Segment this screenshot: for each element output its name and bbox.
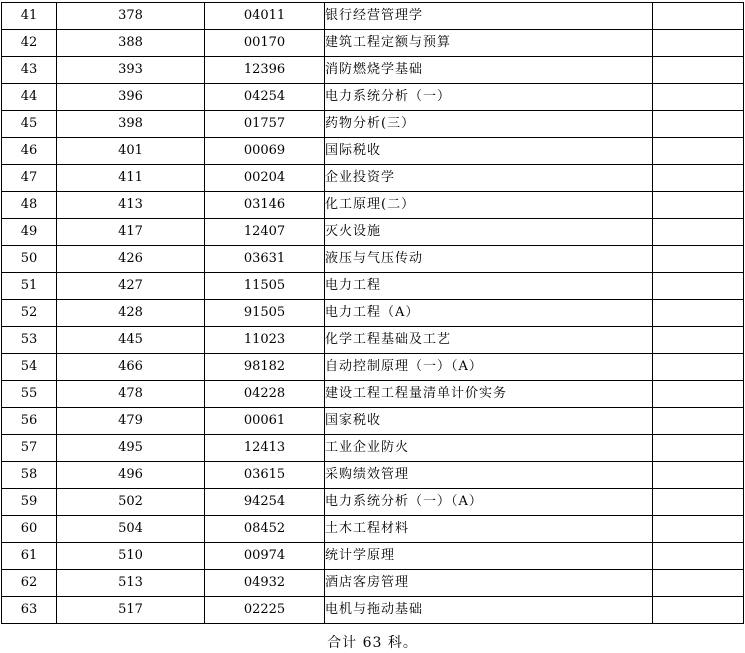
major-code: 426 — [57, 246, 205, 273]
course-name: 建设工程工程量清单计价实务 — [325, 381, 653, 408]
row-number: 58 — [2, 462, 57, 489]
row-number: 51 — [2, 273, 57, 300]
note-cell — [653, 3, 744, 30]
major-code: 496 — [57, 462, 205, 489]
major-code: 396 — [57, 84, 205, 111]
course-code: 03146 — [205, 192, 325, 219]
table-row — [2, 354, 744, 381]
note-cell — [653, 57, 744, 84]
note-cell — [653, 408, 744, 435]
course-code: 04932 — [205, 570, 325, 597]
course-code: 00204 — [205, 165, 325, 192]
course-code: 00170 — [205, 30, 325, 57]
major-code: 428 — [57, 300, 205, 327]
note-cell — [653, 462, 744, 489]
table-row — [2, 165, 744, 192]
table-row — [2, 570, 744, 597]
major-code: 445 — [57, 327, 205, 354]
row-number: 54 — [2, 354, 57, 381]
row-number: 56 — [2, 408, 57, 435]
course-name: 药物分析(三） — [325, 111, 653, 138]
course-name: 电机与拖动基础 — [325, 597, 653, 624]
course-table — [1, 2, 744, 624]
course-table-body — [2, 3, 744, 624]
row-number: 57 — [2, 435, 57, 462]
note-cell — [653, 570, 744, 597]
major-code: 427 — [57, 273, 205, 300]
major-code: 393 — [57, 57, 205, 84]
note-cell — [653, 138, 744, 165]
course-name: 企业投资学 — [325, 165, 653, 192]
table-row — [2, 489, 744, 516]
table-row — [2, 408, 744, 435]
row-number: 59 — [2, 489, 57, 516]
table-row — [2, 543, 744, 570]
note-cell — [653, 246, 744, 273]
course-code: 02225 — [205, 597, 325, 624]
course-name: 电力工程 — [325, 273, 653, 300]
course-code: 12413 — [205, 435, 325, 462]
major-code: 466 — [57, 354, 205, 381]
note-cell — [653, 300, 744, 327]
course-name: 国际税收 — [325, 138, 653, 165]
course-code: 98182 — [205, 354, 325, 381]
note-cell — [653, 516, 744, 543]
row-number: 63 — [2, 597, 57, 624]
course-code: 91505 — [205, 300, 325, 327]
major-code: 517 — [57, 597, 205, 624]
major-code: 479 — [57, 408, 205, 435]
note-cell — [653, 435, 744, 462]
row-number: 49 — [2, 219, 57, 246]
row-number: 44 — [2, 84, 57, 111]
major-code: 478 — [57, 381, 205, 408]
course-code: 03631 — [205, 246, 325, 273]
course-code: 00069 — [205, 138, 325, 165]
major-code: 388 — [57, 30, 205, 57]
table-row — [2, 57, 744, 84]
table-row — [2, 138, 744, 165]
course-code: 04011 — [205, 3, 325, 30]
course-name: 国家税收 — [325, 408, 653, 435]
note-cell — [653, 273, 744, 300]
course-name: 电力系统分析（一） — [325, 84, 653, 111]
course-name: 化学工程基础及工艺 — [325, 327, 653, 354]
row-number: 50 — [2, 246, 57, 273]
note-cell — [653, 354, 744, 381]
major-code: 513 — [57, 570, 205, 597]
table-row — [2, 192, 744, 219]
major-code: 378 — [57, 3, 205, 30]
note-cell — [653, 84, 744, 111]
course-code: 12407 — [205, 219, 325, 246]
course-name: 化工原理(二） — [325, 192, 653, 219]
course-name: 采购绩效管理 — [325, 462, 653, 489]
note-cell — [653, 489, 744, 516]
course-code: 94254 — [205, 489, 325, 516]
row-number: 61 — [2, 543, 57, 570]
course-code: 00061 — [205, 408, 325, 435]
major-code: 502 — [57, 489, 205, 516]
major-code: 411 — [57, 165, 205, 192]
course-code: 00974 — [205, 543, 325, 570]
row-number: 42 — [2, 30, 57, 57]
table-row — [2, 246, 744, 273]
table-row — [2, 327, 744, 354]
note-cell — [653, 165, 744, 192]
course-name: 灭火设施 — [325, 219, 653, 246]
row-number: 43 — [2, 57, 57, 84]
course-name: 银行经营管理学 — [325, 3, 653, 30]
course-code: 12396 — [205, 57, 325, 84]
note-cell — [653, 192, 744, 219]
table-row — [2, 462, 744, 489]
course-name: 自动控制原理（一）（A） — [325, 354, 653, 381]
course-name: 电力工程（A） — [325, 300, 653, 327]
major-code: 504 — [57, 516, 205, 543]
course-name: 统计学原理 — [325, 543, 653, 570]
note-cell — [653, 30, 744, 57]
course-name: 酒店客房管理 — [325, 570, 653, 597]
row-number: 60 — [2, 516, 57, 543]
row-number: 53 — [2, 327, 57, 354]
course-code: 03615 — [205, 462, 325, 489]
course-code: 11023 — [205, 327, 325, 354]
table-row — [2, 3, 744, 30]
table-row — [2, 435, 744, 462]
table-row — [2, 597, 744, 624]
note-cell — [653, 543, 744, 570]
note-cell — [653, 111, 744, 138]
row-number: 46 — [2, 138, 57, 165]
table-row — [2, 30, 744, 57]
row-number: 41 — [2, 3, 57, 30]
course-code: 11505 — [205, 273, 325, 300]
major-code: 398 — [57, 111, 205, 138]
table-row — [2, 273, 744, 300]
course-code: 04228 — [205, 381, 325, 408]
course-code: 01757 — [205, 111, 325, 138]
table-row — [2, 381, 744, 408]
major-code: 510 — [57, 543, 205, 570]
note-cell — [653, 219, 744, 246]
course-code: 08452 — [205, 516, 325, 543]
table-row — [2, 516, 744, 543]
row-number: 62 — [2, 570, 57, 597]
total-summary: 合计 63 科。 — [327, 635, 418, 651]
course-name: 建筑工程定额与预算 — [325, 30, 653, 57]
course-name: 土木工程材料 — [325, 516, 653, 543]
row-number: 45 — [2, 111, 57, 138]
major-code: 417 — [57, 219, 205, 246]
course-name: 消防燃烧学基础 — [325, 57, 653, 84]
major-code: 401 — [57, 138, 205, 165]
row-number: 48 — [2, 192, 57, 219]
note-cell — [653, 381, 744, 408]
table-row — [2, 219, 744, 246]
note-cell — [653, 597, 744, 624]
major-code: 495 — [57, 435, 205, 462]
table-row — [2, 300, 744, 327]
row-number: 55 — [2, 381, 57, 408]
course-code: 04254 — [205, 84, 325, 111]
course-name: 电力系统分析（一）（A） — [325, 489, 653, 516]
course-name: 液压与气压传动 — [325, 246, 653, 273]
row-number: 47 — [2, 165, 57, 192]
table-row — [2, 84, 744, 111]
table-row — [2, 111, 744, 138]
course-name: 工业企业防火 — [325, 435, 653, 462]
note-cell — [653, 327, 744, 354]
major-code: 413 — [57, 192, 205, 219]
row-number: 52 — [2, 300, 57, 327]
